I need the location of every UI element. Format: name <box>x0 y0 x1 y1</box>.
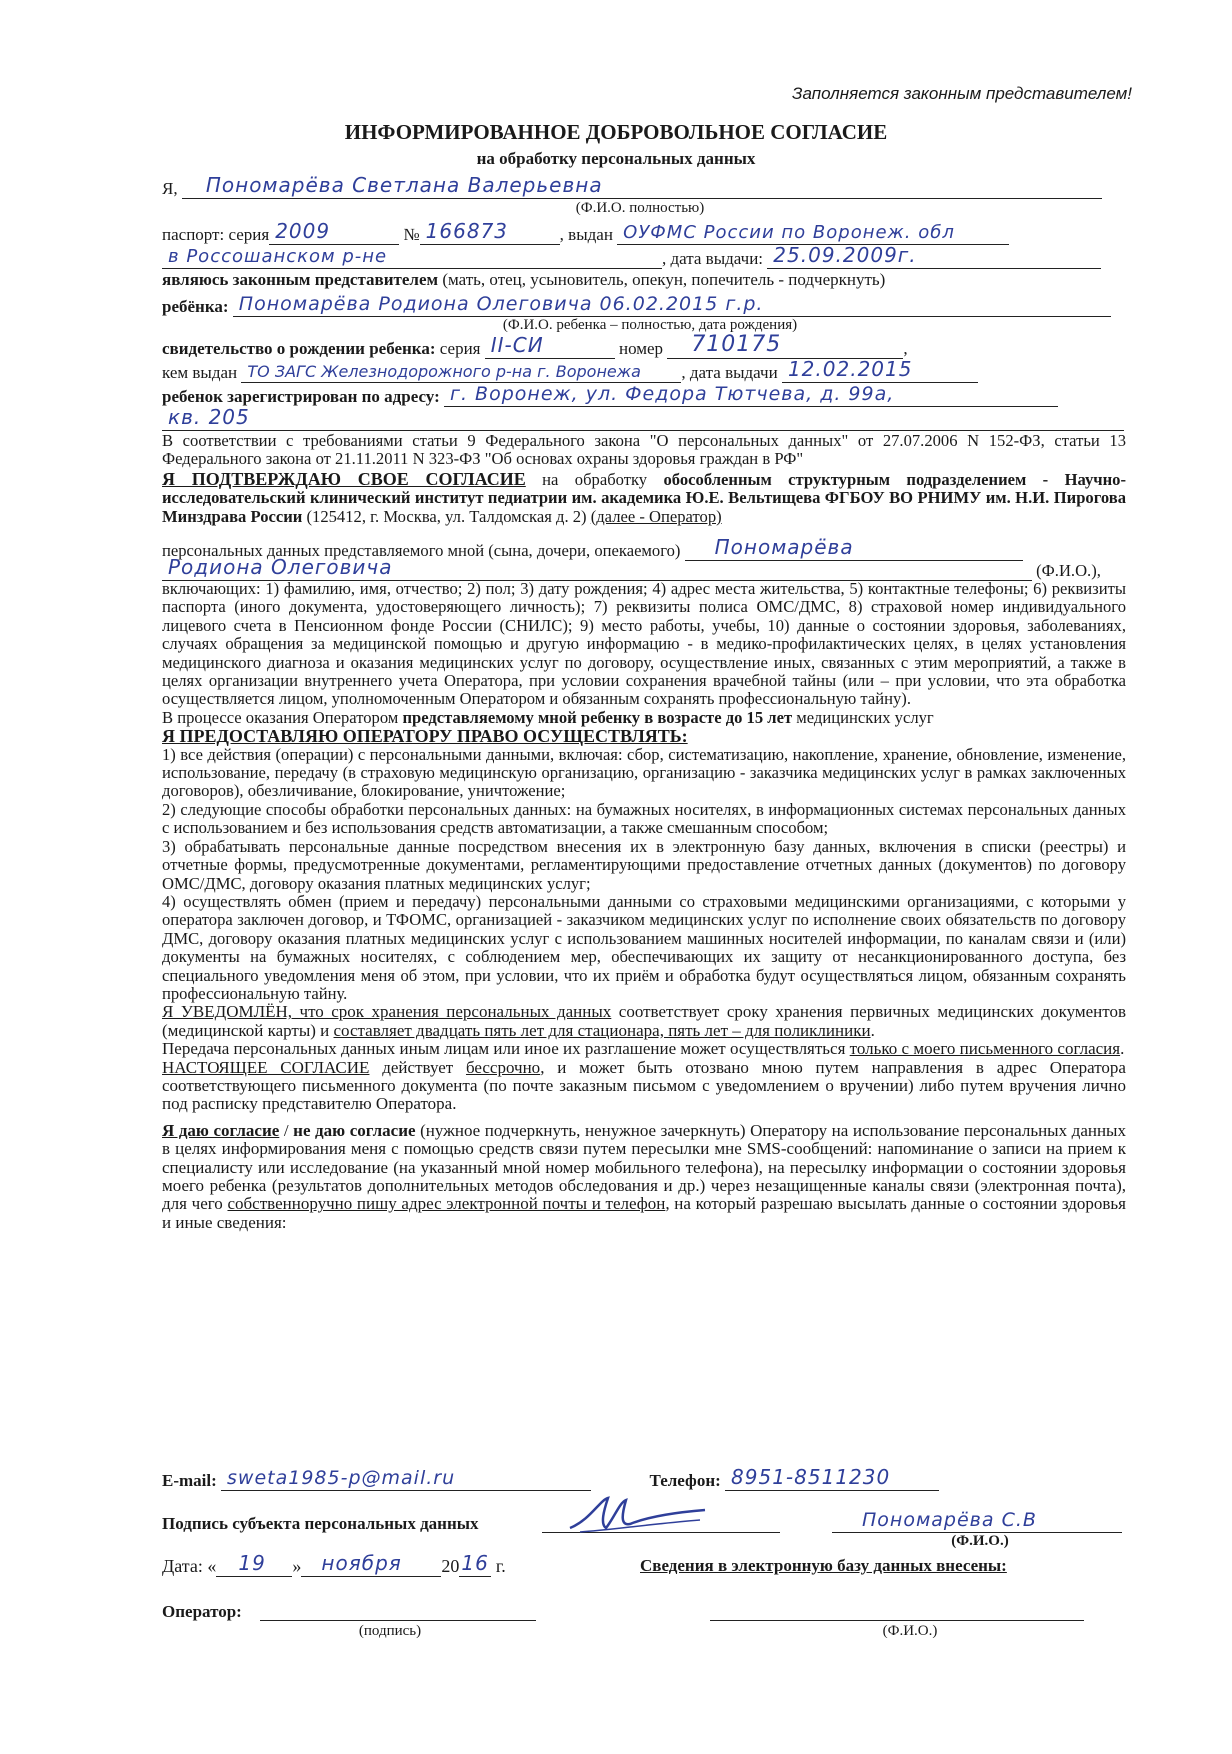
confirm-mid: на обработку <box>525 470 664 489</box>
cert-series-value: II-СИ <box>490 333 544 357</box>
confirm-block <box>162 470 1126 526</box>
signer-fio-caption: (Ф.И.О.) <box>951 1533 1009 1549</box>
legal-basis <box>162 432 1126 469</box>
grant-item-1: 1) все действия (операции) с персональными данными, включая: сбор, систематизацию, накопление, хранение, обновление, изменение, использование, передачу (в страховую медицинскую организацию, организацию - заказчика медицинских услуг в рамках заключенных договоров), обезличивание, блокирование, уничтожение; <box>162 744 1126 801</box>
sms-end: , на который разрешаю высылать данные о состоянии здоровья и иные сведения: <box>162 1194 1126 1232</box>
transfer-b: только с моего письменного согласия <box>849 1039 1121 1059</box>
cert-number-field[interactable] <box>667 332 903 359</box>
sms-handwritten-note: собственноручно пишу адрес электронной почты и телефон <box>227 1194 666 1214</box>
fio-row <box>162 173 1102 199</box>
passport-series-label: паспорт: серия <box>162 225 270 244</box>
email-label: E-mail: <box>162 1471 217 1490</box>
representative-options: (мать, отец, усыновитель, опекун, попечитель - подчеркнуть) <box>438 270 886 289</box>
address-row-2 <box>162 405 1124 431</box>
passport-row <box>162 219 1009 245</box>
address-row <box>162 384 1058 407</box>
cert-issued-row <box>162 357 978 383</box>
signature-scribble <box>560 1490 710 1540</box>
cert-series-label: серия <box>435 339 481 358</box>
issued-by-field[interactable] <box>617 222 1009 245</box>
contacts-row <box>162 1465 939 1491</box>
date-year-prefix: 20 <box>441 1556 460 1576</box>
operator-sign-caption: (подпись) <box>358 1623 422 1639</box>
cert-issued-field[interactable] <box>241 360 681 383</box>
phone-value: 8951-8511230 <box>731 1465 891 1489</box>
pd-subject-value-2: Родиона Олеговича <box>168 555 393 579</box>
pd-subject-label: персональных данных представляемого мной (сына, дочери, опекаемого) <box>162 541 681 560</box>
cert-date-label: , дата выдачи <box>681 363 778 382</box>
grant-heading: Я ПРЕДОСТАВЛЯЮ ОПЕРАТОРУ ПРАВО ОСУЩЕСТВЛЯТЬ: <box>162 726 688 747</box>
process-c: медицинских услуг <box>792 707 934 727</box>
document-subtitle: на обработку персональных данных <box>476 149 756 168</box>
operator-fio-field[interactable] <box>710 1598 1084 1621</box>
document-title: ИНФОРМИРОВАННОЕ ДОБРОВОЛЬНОЕ СОГЛАСИЕ <box>344 120 888 144</box>
sms-consent-option[interactable]: Я даю согласие <box>162 1120 280 1140</box>
notify-paragraph: Я УВЕДОМЛЁН, что срок хранения персональных данных соответствует сроку хранения первичных медицинских документов (медицинской карты) и составляет двадцать пять лет для стационара, пять лет – для поликлиники. <box>162 1002 1127 1040</box>
child-caption: (Ф.И.О. ребенка – полностью, дата рождения) <box>502 317 798 333</box>
transfer-paragraph: Передача персональных данных иным лицам или иное их разглашение может осуществляться только с моего письменного согласия. <box>162 1039 1125 1059</box>
passport-series-value: 2009 <box>275 219 331 243</box>
sms-paragraph <box>162 1122 1126 1232</box>
representative-row <box>162 270 885 290</box>
passport-number-value: 166873 <box>425 219 509 243</box>
pd-subject-caption: (Ф.И.О.), <box>1036 561 1101 580</box>
pd-subject-row-2 <box>162 555 1101 581</box>
subject-signature-label: Подпись субъекта персональных данных <box>162 1514 479 1533</box>
process-paragraph <box>162 709 1126 727</box>
issue-date-label: , дата выдачи: <box>662 249 764 268</box>
birth-certificate-row: свидетельство о рождении ребенка: серия II-СИ номер 710175 , <box>162 332 908 358</box>
date-year-field[interactable] <box>459 1551 491 1577</box>
birth-certificate-label: свидетельство о рождении ребенка: <box>162 339 436 358</box>
process-b: представляемому мной ребенку в возрасте до 15 лет <box>402 707 793 727</box>
sms-slash: / <box>279 1120 294 1140</box>
cert-number-value: 710175 <box>691 332 782 357</box>
signer-name-field[interactable] <box>832 1510 1122 1533</box>
operator-fio-caption: (Ф.И.О.) <box>882 1623 938 1639</box>
child-value: Пономарёва Родиона Олеговича 06.02.2015 г.р. <box>238 293 764 315</box>
confirm-heading: Я ПОДТВЕРЖДАЮ СВОЕ СОГЛАСИЕ <box>162 469 526 489</box>
including-block <box>162 580 1126 1232</box>
date-row <box>162 1551 506 1577</box>
db-entry-label: Сведения в электронную базу данных внесены: <box>640 1556 1007 1575</box>
header-note: Заполняется законным представителем! <box>792 84 1132 103</box>
email-field[interactable] <box>221 1468 591 1491</box>
notify-b: соответствует сроку хранения первичных медицинских документов (медицинской карты) и <box>162 1002 1127 1040</box>
fio-field[interactable] <box>182 173 1102 199</box>
notify-a: Я УВЕДОМЛЁН, что срок хранения персональных данных <box>162 1002 612 1022</box>
address-value-2: кв. 205 <box>168 405 250 429</box>
cert-series-field[interactable] <box>485 333 615 359</box>
date-label: Дата: « <box>162 1556 217 1576</box>
phone-field[interactable] <box>725 1465 939 1491</box>
passport-series-field[interactable] <box>269 219 399 245</box>
cert-issued-value: ТО ЗАГС Железнодорожного р-на г. Воронежа <box>247 362 641 381</box>
date-year-value: 16 <box>461 1551 489 1575</box>
grant-item-4: 4) осуществлять обмен (прием и передачу) персональными данными со страховыми медицинскими организациями, с которыми у оператора заключен договор, и ТФОМС, организацией - заказчиком медицинских услуг по исполнение своих обязательств по договору ДМС, договору оказания платных медицинских услуг с использованием машинных носителей информации, по каналам связи и (или) документы на бумажных носителях, с соблюдением мер, обеспечивающих их защиту от несанкционированного доступа, без специального уведомления меня об этом, при условии, что их приём и обработка будут осуществляться лицом, обязанным сохранять профессиональную тайну. <box>162 891 1126 1003</box>
address-label: ребенок зарегистрирован по адресу: <box>162 387 440 406</box>
issued-by-field-2[interactable] <box>162 246 662 269</box>
address-field-2[interactable] <box>162 405 1124 431</box>
passport-number-label: № <box>403 225 420 244</box>
date-month-value: ноября <box>321 1551 402 1575</box>
child-label: ребёнка: <box>162 297 229 316</box>
validity-c: бессрочно <box>465 1057 541 1077</box>
grant-item-3: 3) обрабатывать персональные данные посредством внесения их в электронную базу данных, включения в списки (реестры) и отчетные формы, предусмотренные документами, регламентирующими предоставление отчетных данных (документов) по договору ОМС/ДМС, договору оказания платных медицинских услуг; <box>162 836 1126 893</box>
issued-label: , выдан <box>559 225 613 244</box>
date-year-suffix: г. <box>491 1556 506 1576</box>
validity-paragraph <box>162 1059 1126 1114</box>
legal-basis-text: В соответствии с требованиями статьи 9 Федерального закона "О персональных данных" от 27.07.2006 N 152-ФЗ, статьи 13 Федерального закона от 21.11.2011 N 323-ФЗ "Об основах охраны здоровья граждан в РФ" <box>162 431 1126 469</box>
date-day-value: 19 <box>238 1551 266 1575</box>
pd-subject-value-1: Пономарёва <box>714 535 854 559</box>
issued-by-value-2: в Россошанском р-не <box>168 246 388 267</box>
issue-date-field[interactable] <box>767 243 1101 269</box>
cert-issued-label: кем выдан <box>162 363 238 382</box>
child-row <box>162 294 1111 317</box>
transfer-a: Передача персональных данных иным лицам или иное их разглашение может осуществляться <box>162 1039 850 1059</box>
passport-row-2 <box>162 243 1101 269</box>
cert-date-field[interactable] <box>782 357 978 383</box>
passport-number-field[interactable] <box>420 219 560 245</box>
address-value-1: г. Воронеж, ул. Федора Тютчева, д. 99а, <box>449 383 895 405</box>
address-field[interactable] <box>444 384 1058 407</box>
validity-a: НАСТОЯЩЕЕ СОГЛАСИЕ <box>162 1057 370 1077</box>
sms-instruction: (нужное подчеркнуть, ненужное зачеркнуть) <box>415 1120 746 1140</box>
notify-c: составляет двадцать пять лет для стационара, пять лет – для поликлиники <box>333 1020 871 1040</box>
operator-address: (125412, г. Москва, ул. Талдомская д. 2) <box>302 506 591 526</box>
pd-subject-field-2[interactable] <box>162 555 1032 581</box>
including-text: включающих: 1) фамилию, имя, отчество; 2) пол; 3) дату рождения; 4) адрес места жительства, 5) контактные телефоны; 6) реквизиты паспорта (иного документа, удостоверяющего личность); 7) реквизиты полиса ОМС/ДМС, 8) страховой номер индивидуального лицевого счета в Пенсионном фонде России (СНИЛС); 9) место работы, учебы, 10) данные о состоянии здоровья, заболеваниях, случаях обращения за медицинской помощью и другую информацию - в медико-профилактических целях, в целях установления медицинского диагноза и оказания медицинских услуг по договору, осуществление иных, связанных с этим мероприятий, а также в целях организации внутреннего учета Оператора, при условии сохранения врачебной тайны (или – при условии, что эта обработка осуществляется лицом, уполномоченным Оператором и обязанным сохранять профессиональную тайну). <box>162 579 1126 709</box>
operator-signature-field[interactable] <box>260 1598 536 1621</box>
fio-value: Пономарёва Светлана Валерьевна <box>205 173 603 197</box>
signer-name-value: Пономарёва С.В <box>862 1509 1037 1531</box>
grant-item-2: 2) следующие способы обработки персональных данных: на бумажных носителях, в информационных системах персональных данных с использованием и без использования средств автоматизации, а также смешанным способом; <box>162 799 1126 838</box>
confirm-paragraph <box>162 470 1126 526</box>
phone-label: Телефон: <box>649 1471 721 1490</box>
representative-label: являюсь законным представителем <box>162 270 439 289</box>
date-day-close: » <box>292 1556 302 1576</box>
validity-b: действует <box>369 1057 466 1077</box>
cert-date-value: 12.02.2015 <box>787 357 913 381</box>
sms-text: Оператору на использование персональных данных в целях информирования меня с помощью средств связи путем пересылки мне SMS-сообщений: напоминание о записи на прием к специалисту или исследование (на указанный мной номер мобильного телефона), на пересылку информации о состоянии здоровья моего ребенка (результатов дополнительных методов обследования и др.) через незащищенные каналы связи (электронная почта), для чего <box>162 1120 1126 1214</box>
date-day-field[interactable] <box>216 1551 292 1577</box>
fio-caption: (Ф.И.О. полностью) <box>575 200 705 216</box>
issued-by-value-1: ОУФМС России по Воронеж. обл <box>623 222 955 243</box>
sms-decline-option[interactable]: не даю согласие <box>293 1120 416 1140</box>
email-value: sweta1985-p@mail.ru <box>227 1467 456 1489</box>
ya-label: Я, <box>162 179 178 198</box>
process-a: В процессе оказания Оператором <box>162 707 403 727</box>
issue-date-value: 25.09.2009г. <box>773 243 917 267</box>
operator-alias: (далее - Оператор) <box>590 506 722 526</box>
operator-label: Оператор: <box>162 1602 242 1621</box>
date-month-field[interactable] <box>301 1551 441 1577</box>
validity-d: , и может быть отозвано мною путем направления в адрес Оператора соответствующего письменного документа (по почте заказным письмом с уведомлением о вручении) либо путем вручения лично под расписку представителю Оператора. <box>162 1057 1126 1114</box>
child-field[interactable] <box>233 294 1111 317</box>
operator-organization: обособленным структурным подразделением - Научно-исследовательский клинический институт педиатрии им. академика Ю.Е. Вельтищева ФГБОУ ВО РНИМУ им. Н.И. Пирогова Минздрава России <box>162 470 1126 526</box>
cert-number-label: номер <box>618 339 664 358</box>
